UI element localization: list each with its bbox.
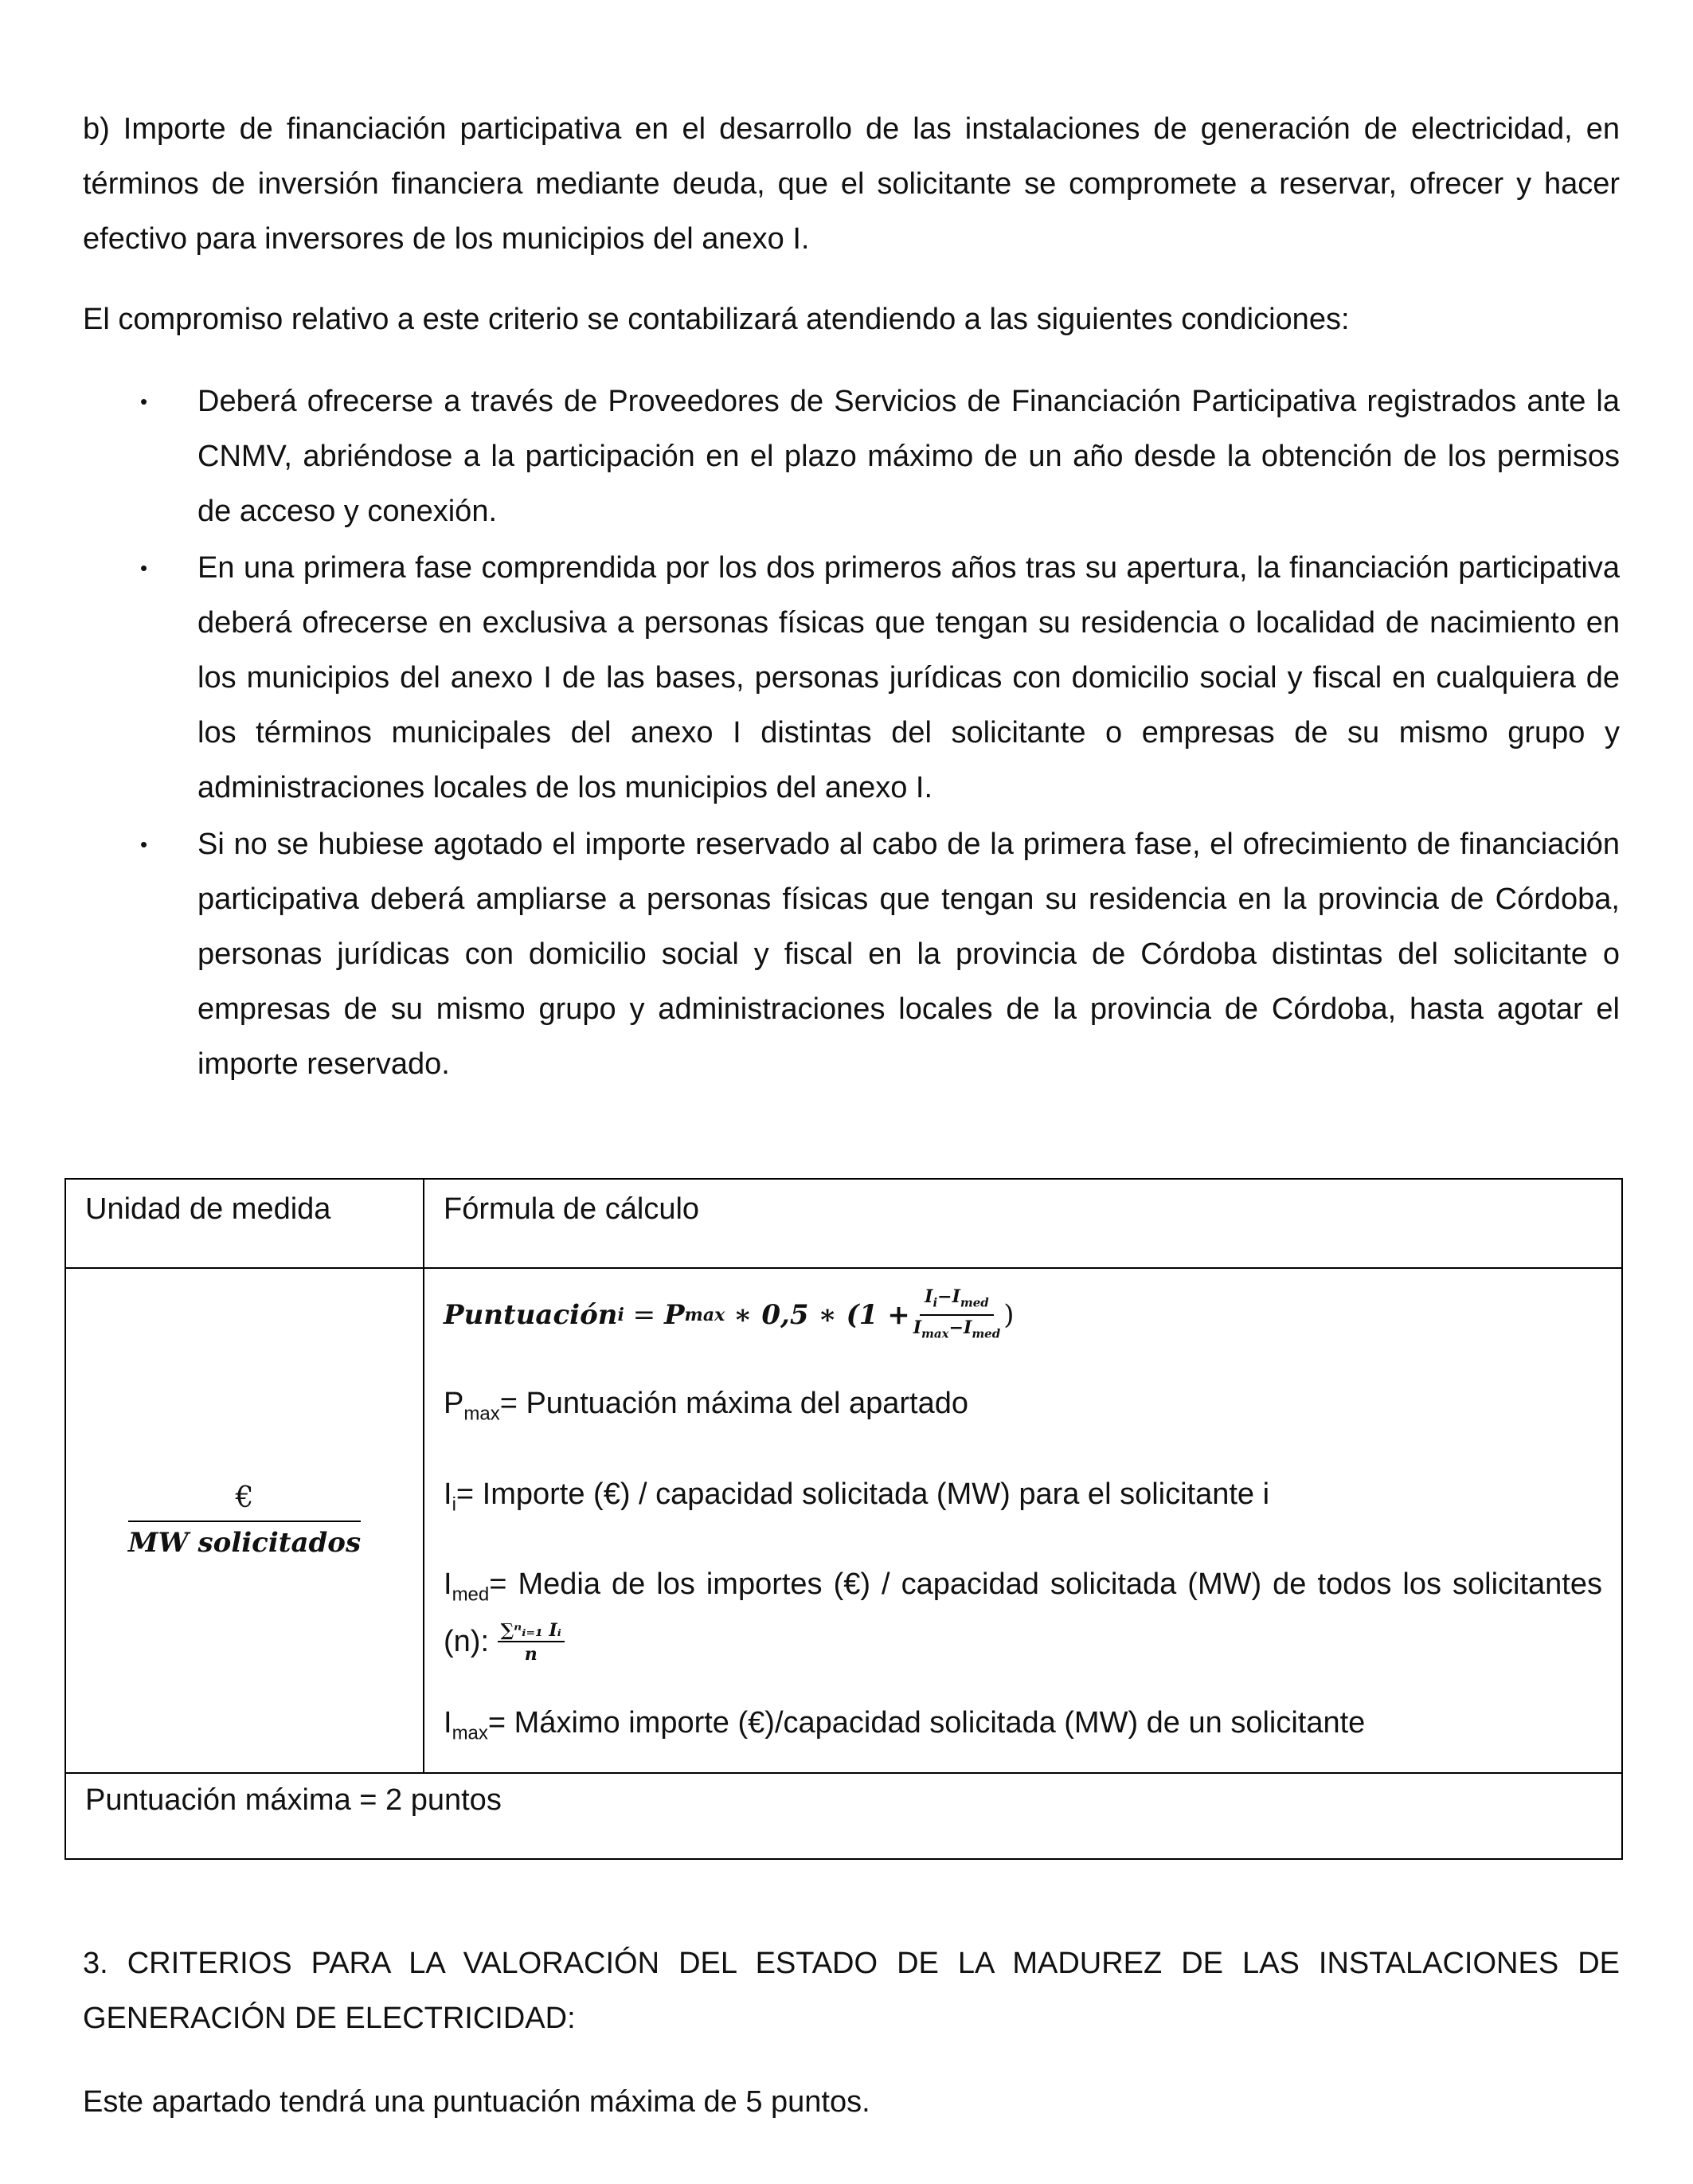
condition-text: Si no se hubiese agotado el importe reservado al cabo de la primera fase, el ofrecimiento de financiación participativa deberá ampliarse a personas físicas que tengan su residencia en la provincia de Córdoba, personas jurídicas con domicilio social y fiscal en la provincia de Córdoba distintas del solicitante o empresas de su mismo grupo y administraciones locales de la provincia de Córdoba, hasta agotar el importe reservado. [197,828,1620,1081]
ii-text: = Importe (€) / capacidad solicitada (MW) para el solicitante i [456,1477,1270,1511]
den-b-sub: med [972,1326,1001,1341]
bullet-icon: • [140,556,148,580]
formula-cell [424,1268,1622,1773]
formula-eq: = [632,1299,656,1331]
pmax-text: = Puntuación máxima del apartado [499,1387,969,1420]
imax-symbol: I [444,1705,452,1740]
section-3-heading: 3. CRITERIOS PARA LA VALORACIÓN DEL ESTADO DE LA MADUREZ DE LAS INSTALACIONES DE GENERACIÓN DE ELECTRICIDAD: [83,1947,1620,2036]
formula-rest: ∗ 0,5 ∗ (1 + [733,1299,910,1331]
formula-lhs-sub: i [617,1305,624,1325]
unit-fraction [128,1481,361,1559]
unit-cell [65,1268,424,1773]
num-b-sub: med [960,1295,989,1309]
formula-close: ) [1003,1299,1015,1331]
formula-p-sub: max [684,1305,725,1325]
imed-symbol: I [444,1568,452,1602]
section-3-note: Este apartado tendrá una puntuación máxima de 5 puntos. [83,2085,870,2119]
definition-ii [444,1471,1602,1528]
ii-symbol: I [444,1477,452,1511]
num-a-sub: i [933,1295,938,1309]
ii-sub: i [452,1493,456,1516]
imax-text: = Máximo importe (€)/capacidad solicitada (MW) de un solicitante [487,1705,1366,1740]
score-formula [444,1283,1602,1347]
bullet-icon: • [140,832,148,856]
condition-text: En una primera fase comprendida por los dos primeros años tras su apertura, la financiación participativa deberá ofrecerse en exclusiva a personas físicas que tengan su residencia o localidad de nacimiento en los municipios del anexo I de las bases, personas jurídicas con domicilio social y fiscal en cualquiera de los términos municipales del anexo I distintas del solicitante o empresas de su mismo grupo y administraciones locales de los municipios del anexo I. [197,551,1620,804]
header-formula: Fórmula de cálculo [424,1179,1622,1268]
formula-lhs: Puntuación [444,1299,618,1331]
conditions-list [83,374,1620,1092]
formula-p: P [663,1299,685,1331]
conditions-lead: El compromiso relativo a este criterio se contabilizará atendiendo a las siguientes condiciones: [83,303,1350,336]
unit-numerator: € [128,1481,361,1522]
den-a-sub: max [921,1326,949,1341]
mean-fraction [498,1620,565,1666]
list-item [83,817,1620,1092]
header-unit: Unidad de medida [65,1179,424,1268]
bullet-icon: • [140,389,148,413]
table-row [65,1268,1622,1773]
criteria-table [65,1178,1623,1860]
criteria-table-wrapper [83,1178,1620,1860]
definition-imed [444,1561,1602,1666]
pmax-sub: max [463,1403,500,1425]
fraction-numerator [920,1285,994,1316]
den-a: I [913,1317,922,1338]
formula-fraction [913,1285,1000,1346]
max-score: Puntuación máxima = 2 puntos [65,1773,1622,1859]
list-item [83,374,1620,539]
paragraph-b: b) Importe de financiación participativa en el desarrollo de las instalaciones de generación de electricidad, en términos de inversión financiera mediante deuda, que el solicitante se compromete a reservar, ofrecer y hacer efectivo para inversores de los municipios del anexo I. [83,112,1620,256]
table-row [65,1179,1622,1268]
definition-pmax [444,1380,1602,1438]
num-a: I [925,1286,933,1307]
pmax-symbol: P [444,1387,464,1420]
list-item [83,541,1620,816]
num-b: I [952,1286,960,1307]
sum-denominator: n [524,1643,538,1665]
den-b: I [964,1317,972,1338]
table-row [65,1773,1622,1859]
definition-imax [444,1700,1602,1757]
document-page [83,102,1620,2130]
imax-sub: max [452,1722,488,1744]
sum-numerator: ∑ⁿᵢ₌₁ Iᵢ [498,1620,565,1642]
den-op: − [948,1317,964,1338]
imed-text: = Media de los importes (€) / capacidad solicitada (MW) de todos los solicitantes (n): [444,1568,1602,1658]
unit-denominator: MW solicitados [127,1527,362,1560]
condition-text: Deberá ofrecerse a través de Proveedores de Servicios de Financiación Participativa registrados ante la CNMV, abriéndose a la participación en el plazo máximo de un año desde la obtención de los permisos de acceso y conexión. [197,385,1620,528]
imed-sub: med [452,1583,490,1606]
fraction-denominator [913,1316,1000,1345]
num-op: − [937,1286,952,1307]
